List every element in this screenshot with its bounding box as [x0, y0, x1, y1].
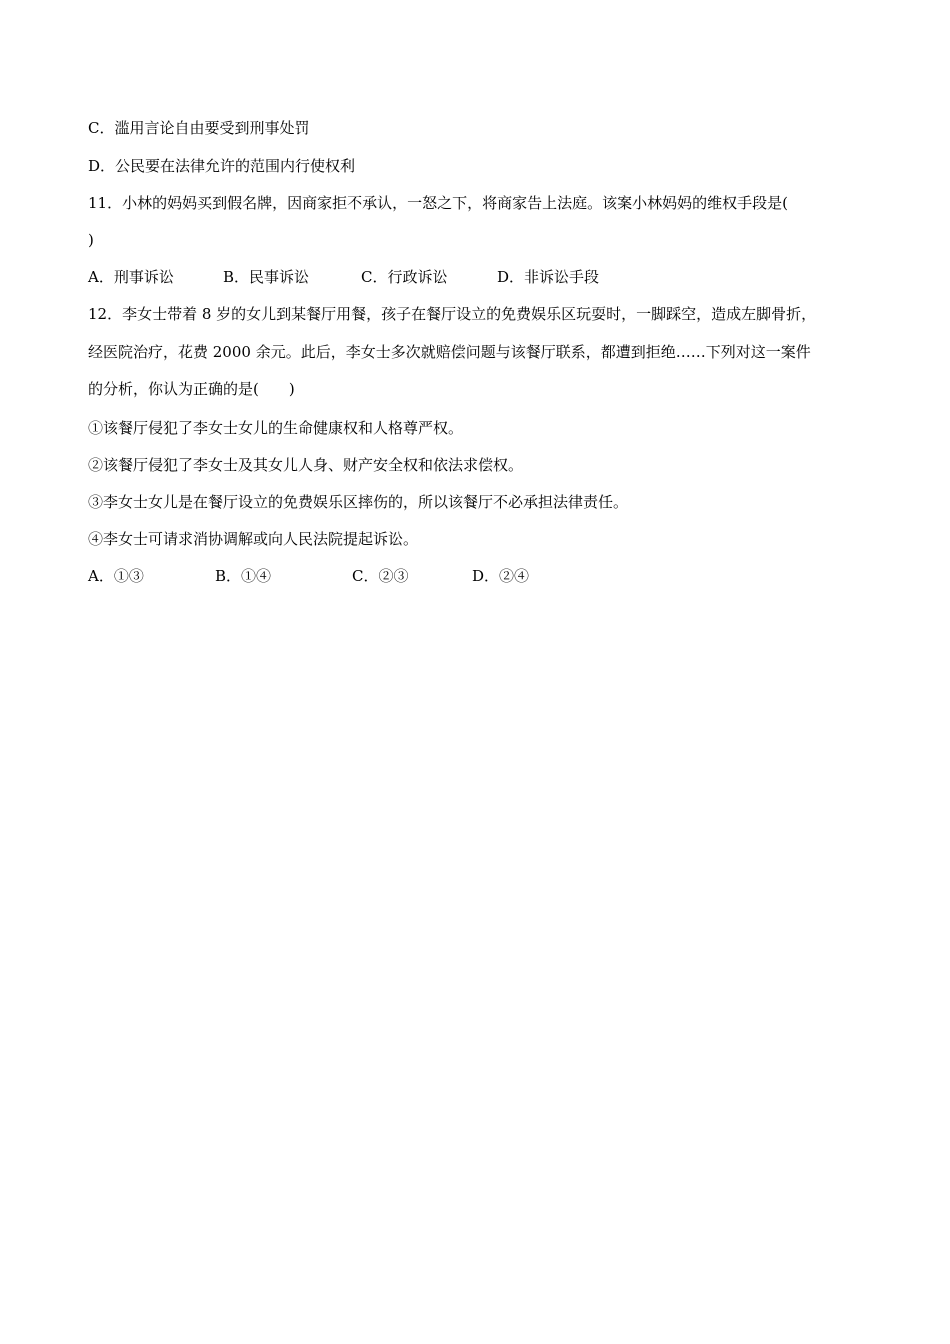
q12-stem-line1: 12．李女士带着 8 岁的女儿到某餐厅用餐，孩子在餐厅设立的免费娱乐区玩耍时，一脚踩空，造成左脚骨折，: [88, 305, 817, 323]
q11-option-a: A．刑事诉讼: [88, 268, 174, 286]
q12-option-b: B．①④: [215, 567, 272, 585]
q12-statement-2: ②该餐厅侵犯了李女士及其女儿人身、财产安全权和依法求偿权。: [88, 456, 524, 474]
q12-option-c: C．②③: [352, 567, 409, 585]
q10-option-d: D．公民要在法律允许的范围内行使权利: [88, 157, 356, 175]
q12-statement-3: ③李女士女儿是在餐厅设立的免费娱乐区摔伤的，所以该餐厅不必承担法律责任。: [88, 493, 629, 511]
q11-stem-line1: 11．小林的妈妈买到假名牌，因商家拒不承认，一怒之下，将商家告上法庭。该案小林妈妈的维权手段是(: [88, 194, 788, 212]
q12-option-d: D．②④: [472, 567, 530, 585]
q12-stem-line3: 的分析，你认为正确的是( ): [88, 380, 295, 398]
q11-option-b: B．民事诉讼: [223, 268, 310, 286]
q10-option-c: C．滥用言论自由要受到刑事处罚: [88, 119, 310, 137]
q11-stem-line2: ): [88, 231, 94, 249]
q11-option-d: D．非诉讼手段: [497, 268, 600, 286]
q12-stem-line2: 经医院治疗，花费 2000 余元。此后，李女士多次就赔偿问题与该餐厅联系，都遭到拒绝……下列对这一案件: [88, 343, 811, 361]
q12-option-a: A．①③: [88, 567, 144, 585]
q12-statement-4: ④李女士可请求消协调解或向人民法院提起诉讼。: [88, 530, 419, 548]
q12-statement-1: ①该餐厅侵犯了李女士女儿的生命健康权和人格尊严权。: [88, 419, 464, 437]
q11-option-c: C．行政诉讼: [361, 268, 448, 286]
